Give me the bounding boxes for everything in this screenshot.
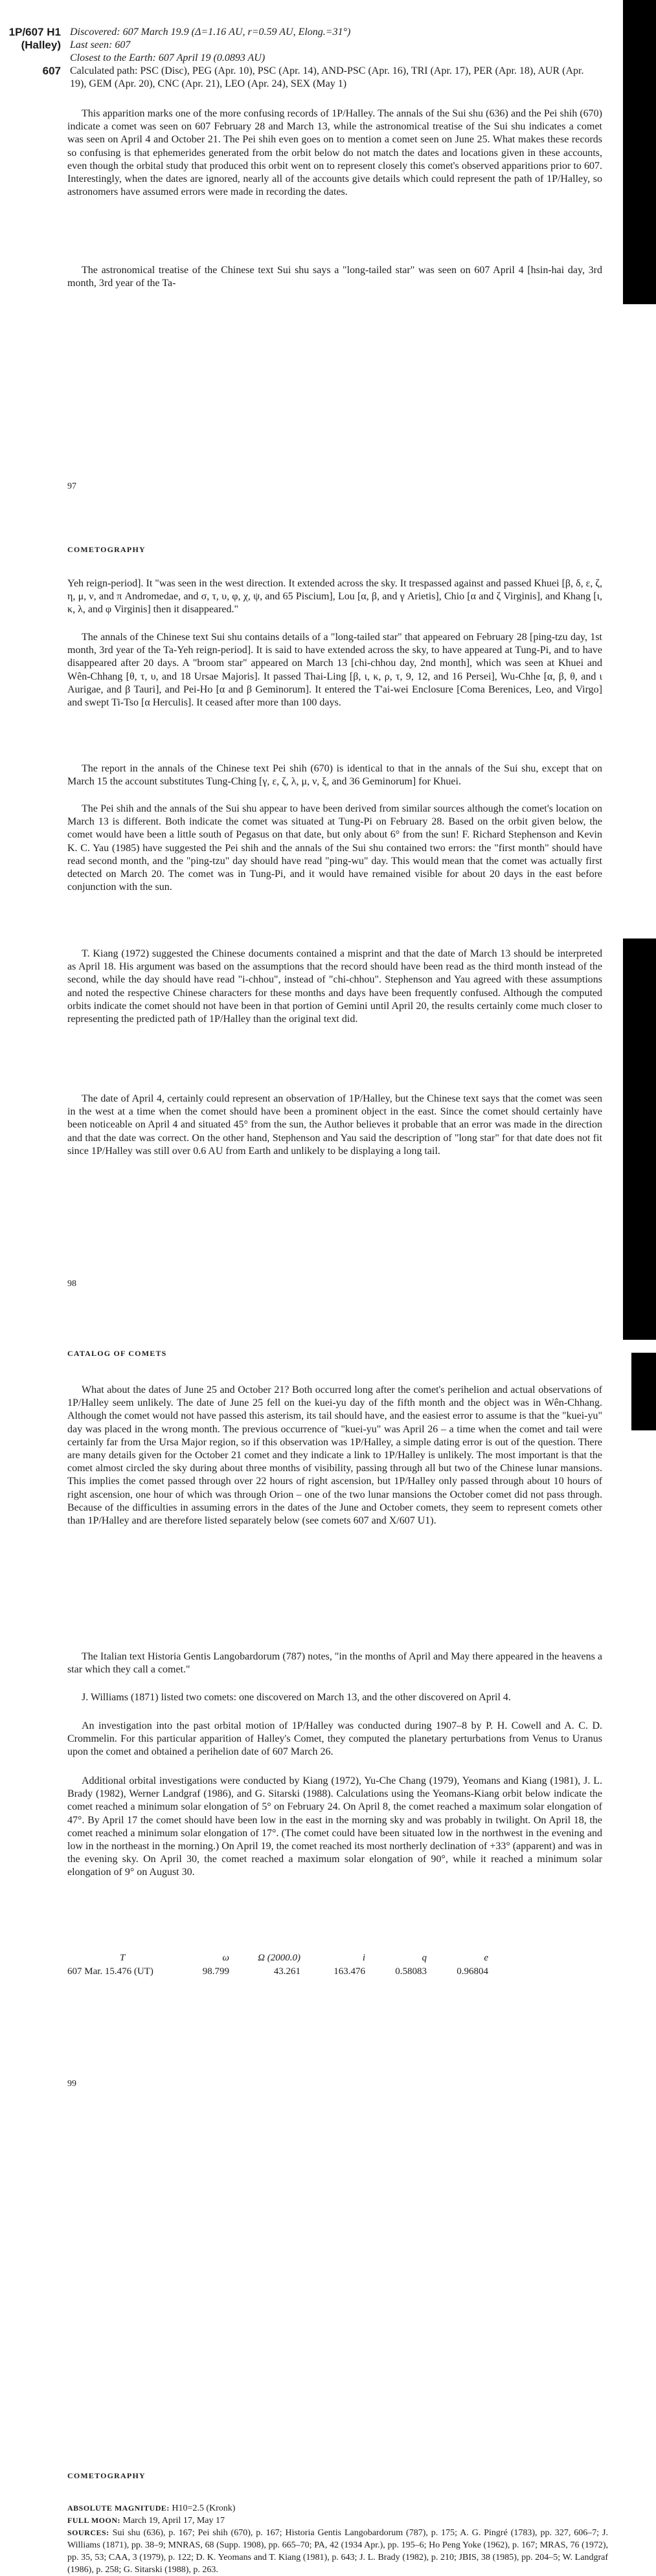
absolute-magnitude [67,2502,608,2515]
paragraph: The annals of the Chinese text Sui shu contains details of a "long-tailed star" that appeared on February 28 [ping-tzu day, 1st month, 3rd year of the Ta-Yeh reign-period]. It is said to have extended across the sky, to have appeared at Tung-Pi, and to have disappeared after 20 days. A "broom star" appeared on March 13 [chi-chhou day, 2nd month], which was seen at Khuei and Wên-Chhang [θ, τ, υ, and 18 Ursae Majoris]. It passed Thai-Ling [β, ι, κ, ρ, τ, 9, 12, and 16 Persei], Wu-Chhe [α, β, θ, and ι Aurigae, and β Tauri], and Pei-Ho [α and β Geminorum]. It entered the T'ai-wei Enclosure [Coma Berenices, Leo, and Virgo] and swept Ti-Tso [α Herculis]. It ceased after more than 100 days. [67,632,602,709]
paragraph: T. Kiang (1972) suggested the Chinese documents contained a misprint and that the date of March 13 should be interpreted as April 18. His argument was based on the assumptions that the record should have been read as the third month instead of the second, while the day should have read "i-chhou", instead of "chi-chhou". Stephenson and Yau agreed with these assumptions and noted the respective Chinese characters for these months and days have been frequently confused. Although the computed orbits indicate the comet should not have been in that portion of Gemini until April 20, the results certainly come much closer to representing the predicted path of 1P/Halley than the original text did. [67,948,602,1025]
header-line: Discovered: 607 March 19.9 (Δ=1.16 AU, r=0.59 AU, Elong.=31°) [70,27,351,38]
orbit-cell: 607 Mar. 15.476 (UT) [67,1966,153,1977]
paragraph: J. Williams (1871) listed two comets: one discovered on March 13, and the other discovered on April 4. [82,1692,511,1703]
paragraph: What about the dates of June 25 and October 21? Both occurred long after the comet's perihelion and actual observations of 1P/Halley seem unlikely. The date of June 25 fell on the kuei-yu day of the fifth month and the object was in Wên-Chhang. Although the comet would not have passed this asterism, its tail should have, and the easiest error to assume is that the "kuei-yu" day was placed in the wrong month. The previous occurrence of "kuei-yu" was April 26 – a time when the comet and tail were certainly far from the Ursa Major region, so if this observation was 1P/Halley, a simple dating error is out of the question. There are many details given for the October 21 comet and they indicate a link to 1P/Halley is unlikely. The most important is that the comet almost circled the sky during about three months of visibility, passing through all but two of the Chinese lunar mansions. This implies the comet passed through over 22 hours of right ascension, but 1P/Halley only passed through about 10 hours of right ascension, one hour of which was through Orion – one of the two lunar mansions the October comet did not pass through. Because of the difficulties in assuming errors in the dates of the June and October comets, they seem to represent comets other than 1P/Halley and are therefore listed separately below (see comets 607 and X/607 U1). [67,1384,602,1527]
page-number: 99 [67,2079,76,2089]
header-line: Last seen: 607 [70,39,131,50]
page-100 [0,2252,656,2575]
paragraph: The astronomical treatise of the Chinese text Sui shu says a "long-tailed star" was seen on 607 April 4 [hsin-hai day, 3rd month, 3rd year of the Ta- [67,265,602,289]
orbit-col-e: e [484,1953,488,1963]
paragraph: The date of April 4, certainly could represent an observation of 1P/Halley, but the Chinese text says that the comet was seen in the west at a time when the comet should have been a prominent object in the east. Since the comet should certainly have been noticeable on April 4 and situated 45° from the sun, the Author believes it probable that an error was made in the direction and that the date was correct. On the other hand, Stephenson and Yau said the description of "long star" for that date does not fit since 1P/Halley was still over 0.6 AU from Earth and unlikely to be displaying a long tail. [67,1093,602,1157]
paragraph: The report in the annals of the Chinese text Pei shih (670) is identical to that in the annals of the Sui shu, except that on March 15 the account substitutes Tung-Ching [γ, ε, ζ, λ, μ, ν, ξ, and 36 Geminorum] for Khuei. [67,763,602,788]
meta-value: Sui shu (636), p. 167; Pei shih (670), p. 167; Historia Gentis Langobardorum (787), p. 175; A. G. Pingré (1783), pp. 327, 606–7; J. Williams (1871), pp. 38–9; MNRAS, 68 (Supp. 1908), pp. 665–70; PA, 42 (1934 Apr.), pp. 195–6; Ho Peng Yoke (1962), p. 167; MRAS, 76 (1972), pp. 35, 53; CAA, 3 (1979), p. 122; D. K. Yeomans and T. Kiang (1981), p. 643; J. L. Brady (1982), p. 210; JBIS, 38 (1985), pp. 204–5; W. Landgraf (1986), p. 258; G. Sitarski (1988), p. 263. [67,2528,609,2575]
page-98 [0,518,656,1314]
full-moon [67,2515,608,2527]
orbit-table-header [67,1951,488,1965]
orbit-table [67,1951,488,1979]
page-99 [0,1314,656,2252]
header-line: Calculated path: PSC (Disc), PEG (Apr. 10), PSC (Apr. 14), AND-PSC (Apr. 16), TRI (Apr. 17), PER (Apr. 18), AUR (Apr. 19), GEM (Apr. 20), CNC (Apr. 21), LEO (Apr. 24), SEX (May 1) [70,65,584,89]
page-number: 98 [67,1279,76,1289]
paragraph: Additional orbital investigations were conducted by Kiang (1972), Yu-Che Chang (1979), Yeomans and Kiang (1981), J. L. Brady (1982), Werner Landgraf (1986), and G. Sitarski (1988). Calculations using the Yeomans-Kiang orbit below indicate the comet reached a minimum solar elongation of 5° on February 24. On April 8, the comet reached a maximum solar elongation of 47°. By April 17 the comet should have been low in the east in the morning sky and was probably in twilight. On April 18, the comet reached a minimum solar elongation of 17°. (The comet could have been situated low in the northwest in the evening and low in the northeast in the morning.) On April 19, the comet reached its most northerly declination of +33° (apparent) and was in the evening sky. On April 30, the comet reached a maximum solar elongation of 90°, while it reached a minimum solar elongation of 9° on August 30. [67,1775,602,1878]
meta-label: SOURCES: [67,2528,109,2537]
orbit-col-node: Ω (2000.0) [258,1953,300,1963]
orbit-cell: 0.58083 [395,1966,427,1977]
orbit-col-omega: ω [222,1953,229,1963]
page-97 [0,0,656,511]
meta-label: ABSOLUTE MAGNITUDE: [67,2504,170,2513]
meta-label: FULL MOON: [67,2516,120,2525]
paragraph: The Pei shih and the annals of the Sui shu appear to have been derived from similar sources although the comet's location on March 13 is different. Both indicate the comet was situated at Tung-Pi on February 28. Based on the orbit given below, the comet would have been a little south of Pegasus on that date, but only about 6° from the sun! F. Richard Stephenson and Kevin K. C. Yau (1985) have suggested the Pei shih and the annals of the Sui shu contained two errors: the "first month" should have read second month, and the "ping-tzu" day should have read "ping-wu" day. This would mean that the comet was actually first detected on March 20. The comet was in Tung-Pi, and it would have remained visible for about 20 days in the east before conjunction with the sun. [67,803,602,893]
header-line: Closest to the Earth: 607 April 19 (0.0893 AU) [70,52,266,63]
comet-year: 607 [42,65,61,77]
paragraph: An investigation into the past orbital motion of 1P/Halley was conducted during 1907–8 by P. H. Cowell and A. C. D. Crommelin. For this particular apparition of Halley's Comet, they computed the planetary perturbations from Venus to Uranus upon the comet and obtained a perihelion date of 607 March 26. [67,1720,602,1758]
paragraph: This apparition marks one of the more confusing records of 1P/Halley. The annals of the Sui shu (636) and the Pei shih (670) indicate a comet was seen on 607 February 28 and March 13, while the astronomical treatise of the Sui shu indicates a comet was seen on April 4 and October 21. The Pei shih even goes on to mention a comet seen on June 25. What makes these records so confusing is that ephemerides generated from the orbit below do not match the dates and locations given in these accounts, even though the orbital study that produced this orbit went on to represent closely this comet's observed apparitions prior to 607. Interestingly, when the dates are ignored, nearly all of the accounts give details which could represent the path of 1P/Halley, so astronomers have assumed errors were made in recording the dates. [67,108,602,198]
orbit-col-i: i [362,1953,365,1963]
running-head: COMETOGRAPHY [67,545,146,554]
paragraph: The Italian text Historia Gentis Langobardorum (787) notes, "in the months of April and May there appeared in the heavens a star which they call a comet." [67,1651,602,1676]
meta-value: March 19, April 17, May 17 [122,2516,225,2526]
orbit-cell: 98.799 [202,1966,229,1977]
page-number: 97 [67,482,76,491]
comet-name: (Halley) [21,39,61,51]
running-head: COMETOGRAPHY [67,2471,146,2480]
orbit-col-T: T [119,1953,126,1963]
orbit-cell: 0.96804 [457,1966,488,1977]
orbit-col-q: q [422,1953,427,1963]
running-head: CATALOG OF COMETS [67,1349,167,1358]
orbit-cell: 43.261 [273,1966,300,1977]
meta-value: H10=2.5 (Kronk) [172,2504,236,2513]
table-row [67,1965,488,1979]
paragraph: Yeh reign-period]. It "was seen in the west direction. It extended across the sky. It trespassed against and passed Khuei [β, δ, ε, ζ, η, μ, ν, and π Andromedae, and σ, τ, υ, φ, χ, ψ, and 65 Piscium], Lou [α, β, and γ Arietis], Chio [α and ζ Virginis], and Khang [ι, κ, λ, and φ Virginis] then it disappeared." [67,578,602,616]
comet-header [70,26,614,91]
comet-designation: 1P/607 H1 [8,26,61,38]
sources [67,2527,608,2576]
orbit-cell: 163.476 [334,1966,365,1977]
